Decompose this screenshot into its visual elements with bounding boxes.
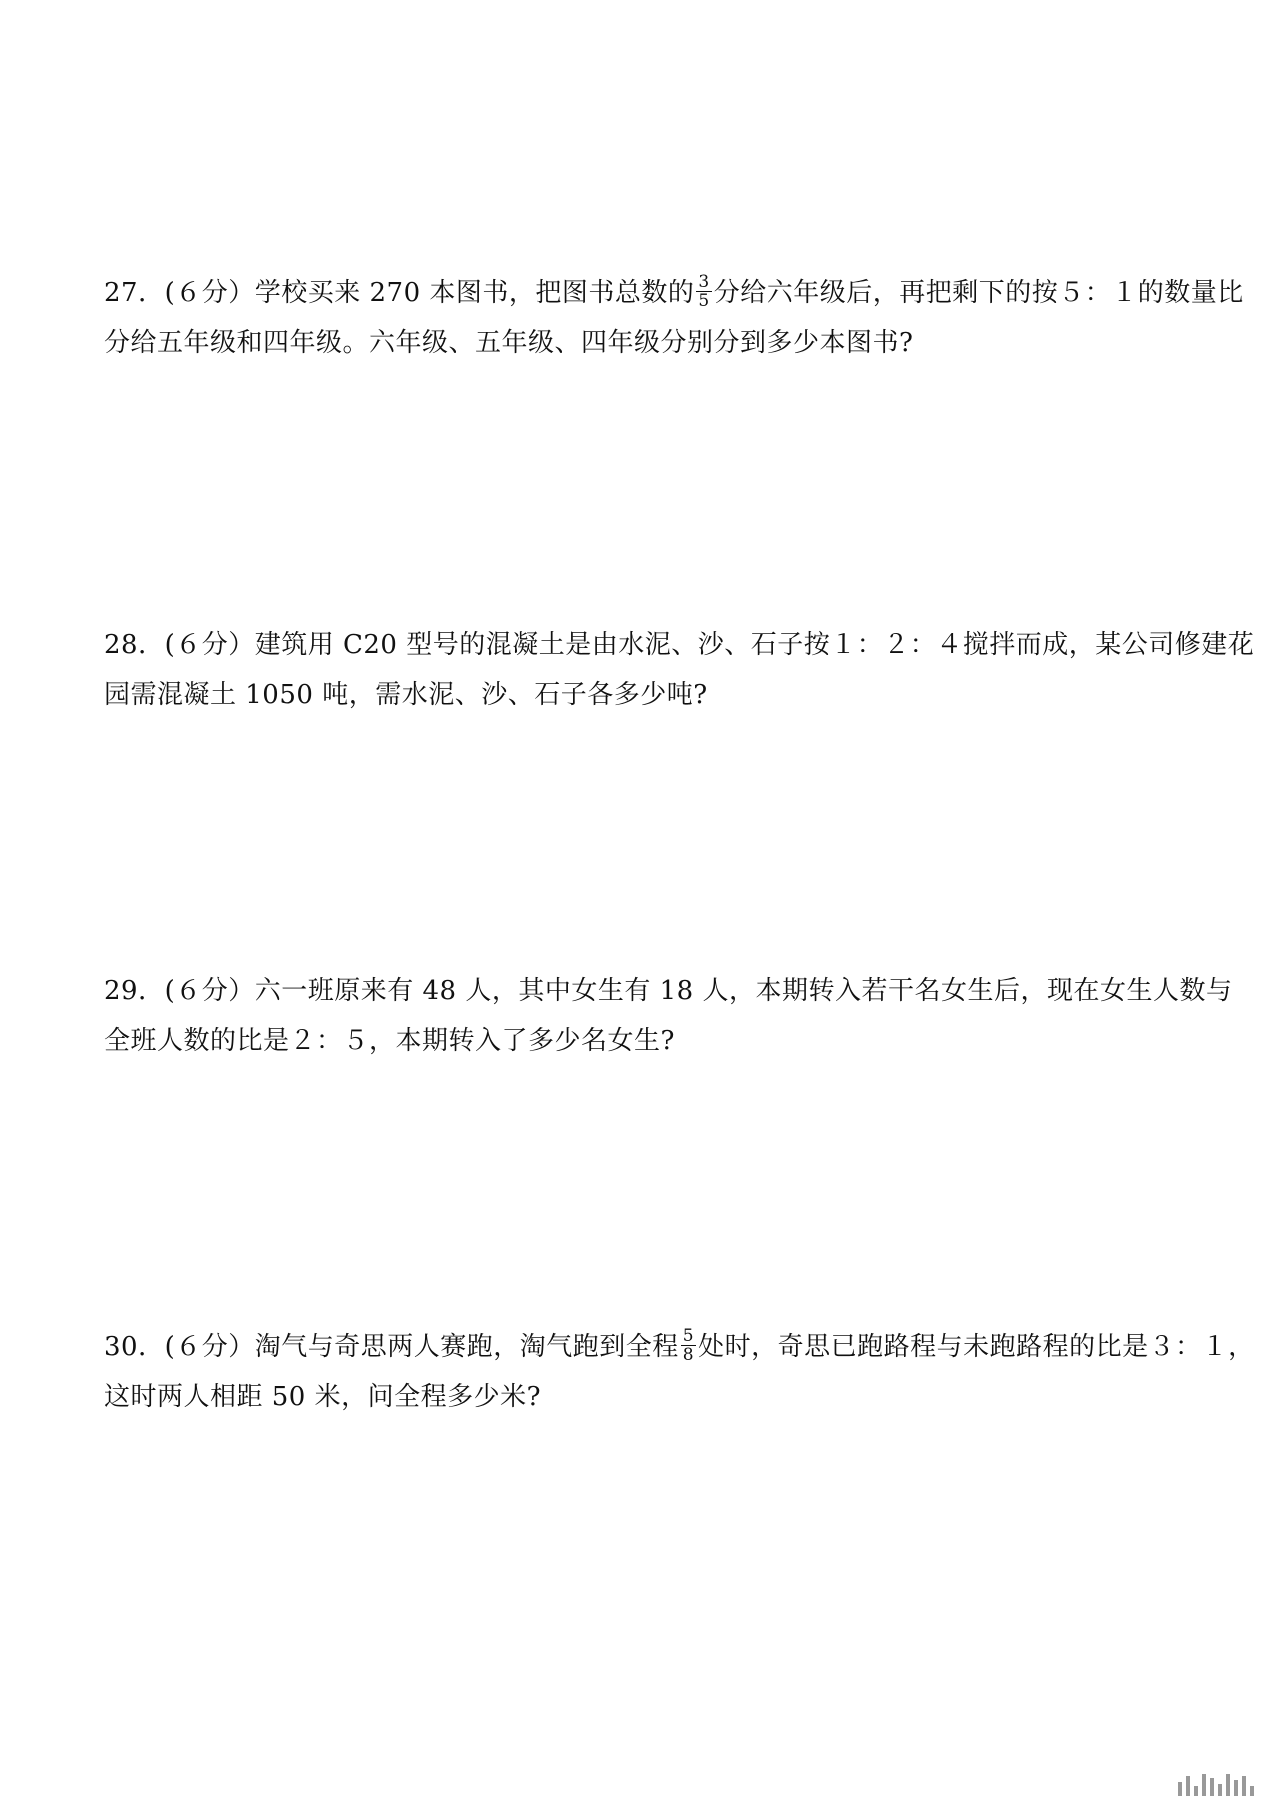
fraction-denominator: 8 [682, 1344, 695, 1365]
question-29-line-1: 29．(６分）六一班原来有 48 人，其中女生有 18 人，本期转入若干名女生后，现在女生人数与 [104, 976, 1233, 1006]
question-28 [104, 620, 1255, 720]
question-30-text-b: 处时，奇思已跑路程与未跑路程的比是３：１， [698, 1332, 1255, 1362]
question-29-line-2: 全班人数的比是２：５，本期转入了多少名女生? [104, 1026, 675, 1056]
corner-watermark [1178, 1772, 1256, 1796]
question-30-text-a: 30．(６分）淘气与奇思两人赛跑，淘气跑到全程 [104, 1332, 679, 1362]
question-27-text-a: 27．(６分）学校买来 270 本图书，把图书总数的 [104, 278, 695, 308]
fraction-three-fifths [696, 273, 711, 310]
question-30-line-1 [104, 1322, 1255, 1372]
question-30 [104, 1322, 1255, 1422]
fraction-numerator: 3 [698, 271, 710, 292]
question-27-line-1 [104, 268, 1244, 318]
fraction-five-eighths [681, 1327, 696, 1364]
question-27 [104, 268, 1244, 368]
fraction-numerator: 5 [682, 1325, 695, 1346]
question-28-line-1: 28．(６分）建筑用 C20 型号的混凝土是由水泥、沙、石子按１：２：４搅拌而成，某公司修建花 [104, 630, 1255, 660]
question-28-line-2: 园需混凝土 1050 吨，需水泥、沙、石子各多少吨? [104, 680, 708, 710]
fraction-denominator: 5 [698, 290, 710, 311]
question-30-line-2: 这时两人相距 50 米，问全程多少米? [104, 1382, 542, 1412]
question-29 [104, 966, 1233, 1066]
question-27-line-2: 分给五年级和四年级。六年级、五年级、四年级分别分到多少本图书? [104, 328, 914, 358]
question-27-text-b: 分给六年级后，再把剩下的按５：１的数量比 [713, 278, 1244, 308]
